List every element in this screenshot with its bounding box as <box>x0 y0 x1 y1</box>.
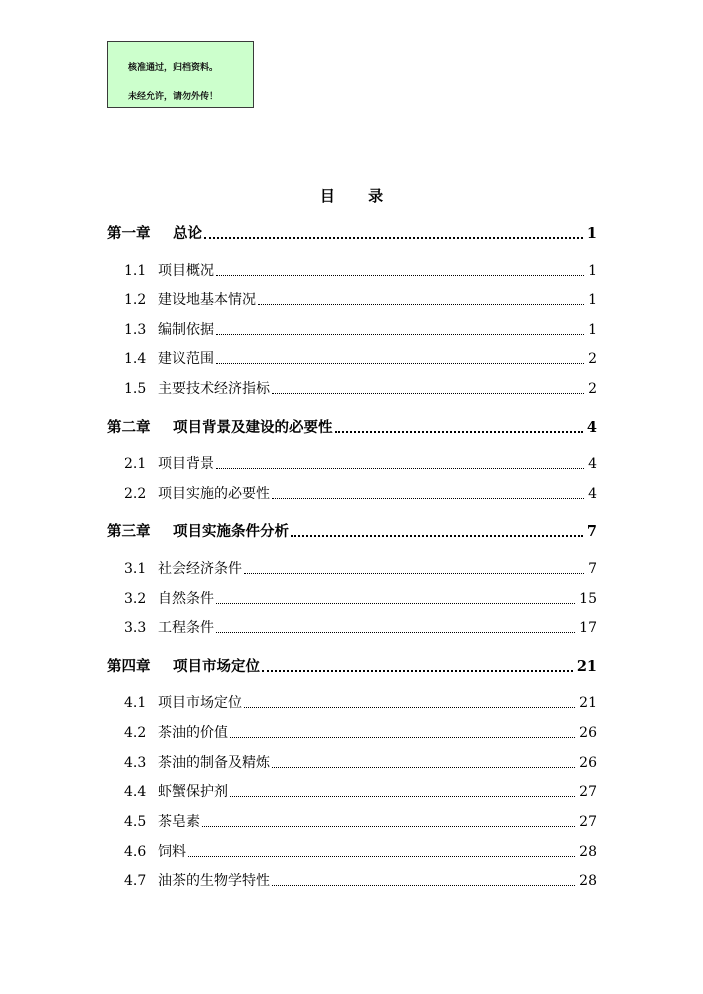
toc-dot-leader <box>230 736 575 738</box>
toc-entry-page: 27 <box>579 814 597 830</box>
toc-section-entry[interactable] <box>124 754 597 772</box>
toc-dot-leader <box>272 884 575 886</box>
toc-entry-page: 21 <box>579 695 597 711</box>
toc-entry-title: 工程条件 <box>158 620 214 636</box>
stamp-line-2: 未经允许，请勿外传！ <box>128 92 219 102</box>
toc-entry-page: 7 <box>588 561 597 577</box>
toc-chapter-entry[interactable] <box>107 419 597 437</box>
toc-entry-number: 1.3 <box>124 322 147 338</box>
toc-entry-title: 茶油的制备及精炼 <box>158 755 270 771</box>
toc-dot-leader <box>230 795 575 797</box>
toc-dot-leader <box>204 236 583 239</box>
toc-entry-title: 建设地基本情况 <box>158 292 256 308</box>
toc-entry-page: 26 <box>579 725 597 741</box>
toc-entry-title: 建议范围 <box>158 351 214 367</box>
toc-entry-title: 茶油的价值 <box>158 725 228 741</box>
toc-entry-page: 1 <box>588 322 597 338</box>
toc-section-entry[interactable] <box>124 350 597 368</box>
toc-dot-leader <box>272 766 575 768</box>
toc-entry-number: 3.1 <box>124 561 147 577</box>
toc-entry-title: 饲料 <box>158 844 186 860</box>
toc-section-entry[interactable] <box>124 485 597 503</box>
toc-entry-page: 28 <box>579 844 597 860</box>
toc-entry-number: 4.2 <box>124 725 147 741</box>
toc-entry-title: 自然条件 <box>158 591 214 607</box>
toc-entry-title: 项目市场定位 <box>158 695 242 711</box>
toc-entry-number: 第一章 <box>107 225 151 242</box>
toc-entry-number: 第二章 <box>107 419 151 436</box>
toc-entry-page: 1 <box>588 292 597 308</box>
toc-dot-leader <box>291 534 583 537</box>
toc-entry-number: 1.4 <box>124 351 147 367</box>
toc-entry-page: 4 <box>586 419 597 436</box>
toc-title: 目 录 <box>319 187 398 205</box>
toc-entry-number: 4.3 <box>124 755 147 771</box>
toc-entry-number: 3.2 <box>124 591 147 607</box>
toc-section-entry[interactable] <box>124 843 597 861</box>
toc-entry-title: 项目实施的必要性 <box>158 486 270 502</box>
toc-dot-leader <box>188 855 575 857</box>
toc-entry-title: 项目背景及建设的必要性 <box>173 419 333 436</box>
toc-entry-title: 虾蟹保护剂 <box>158 784 228 800</box>
toc-entry-page: 2 <box>588 351 597 367</box>
toc-dot-leader <box>216 333 584 335</box>
toc-section-entry[interactable] <box>124 455 597 473</box>
toc-section-entry[interactable] <box>124 872 597 890</box>
stamp-line-1: 核准通过，归档资料。 <box>128 63 219 73</box>
toc-entry-number: 3.3 <box>124 620 147 636</box>
toc-entry-title: 茶皂素 <box>158 814 200 830</box>
toc-dot-leader <box>202 825 575 827</box>
toc-section-entry[interactable] <box>124 291 597 309</box>
toc-section-entry[interactable] <box>124 262 597 280</box>
toc-dot-leader <box>244 706 575 708</box>
toc-entry-title: 项目市场定位 <box>173 658 260 675</box>
toc-dot-leader <box>216 631 575 633</box>
toc-entry-page: 15 <box>579 591 597 607</box>
toc-entry-number: 第三章 <box>107 523 151 540</box>
toc-chapter-entry[interactable] <box>107 523 597 541</box>
toc-section-entry[interactable] <box>124 724 597 742</box>
toc-entry-page: 4 <box>588 486 597 502</box>
toc-entry-title: 项目实施条件分析 <box>173 523 289 540</box>
toc-dot-leader <box>216 362 584 364</box>
toc-entry-title: 油茶的生物学特性 <box>158 873 270 889</box>
toc-entry-number: 2.1 <box>124 456 147 472</box>
toc-dot-leader <box>272 497 584 499</box>
toc-entry-number: 4.6 <box>124 844 147 860</box>
toc-dot-leader <box>262 669 573 672</box>
toc-entry-page: 26 <box>579 755 597 771</box>
toc-dot-leader <box>216 602 575 604</box>
toc-section-entry[interactable] <box>124 783 597 801</box>
toc-entry-number: 4.1 <box>124 695 147 711</box>
toc-dot-leader <box>244 572 584 574</box>
toc-entry-number: 1.1 <box>124 263 147 279</box>
toc-entry-page: 27 <box>579 784 597 800</box>
toc-entry-page: 7 <box>586 523 597 540</box>
toc-dot-leader <box>216 467 584 469</box>
toc-entry-title: 项目背景 <box>158 456 214 472</box>
toc-entry-page: 17 <box>579 620 597 636</box>
toc-dot-leader <box>258 303 584 305</box>
toc-entry-number: 4.7 <box>124 873 147 889</box>
toc-section-entry[interactable] <box>124 590 597 608</box>
toc-entry-page: 2 <box>588 381 597 397</box>
toc-entry-number: 1.5 <box>124 381 147 397</box>
toc-section-entry[interactable] <box>124 560 597 578</box>
toc-entry-page: 28 <box>579 873 597 889</box>
toc-entry-page: 21 <box>576 658 597 675</box>
toc-entry-page: 4 <box>588 456 597 472</box>
toc-chapter-entry[interactable] <box>107 225 597 243</box>
toc-entry-title: 项目概况 <box>158 263 214 279</box>
toc-dot-leader <box>272 392 584 394</box>
toc-entry-title: 主要技术经济指标 <box>158 381 270 397</box>
toc-entry-number: 1.2 <box>124 292 147 308</box>
toc-entry-number: 第四章 <box>107 658 151 675</box>
toc-entry-number: 4.5 <box>124 814 147 830</box>
toc-dot-leader <box>216 274 584 276</box>
toc-entry-title: 编制依据 <box>158 322 214 338</box>
toc-chapter-entry[interactable] <box>107 658 597 676</box>
toc-entry-page: 1 <box>588 263 597 279</box>
toc-entry-title: 社会经济条件 <box>158 561 242 577</box>
toc-entry-page: 1 <box>586 225 597 242</box>
toc-section-entry[interactable] <box>124 813 597 831</box>
toc-dot-leader <box>335 430 583 433</box>
toc-section-entry[interactable] <box>124 619 597 637</box>
toc-entry-number: 2.2 <box>124 486 147 502</box>
toc-entry-title: 总论 <box>173 225 202 242</box>
toc-section-entry[interactable] <box>124 380 597 398</box>
toc-section-entry[interactable] <box>124 321 597 339</box>
toc-section-entry[interactable] <box>124 694 597 712</box>
toc-entry-number: 4.4 <box>124 784 147 800</box>
